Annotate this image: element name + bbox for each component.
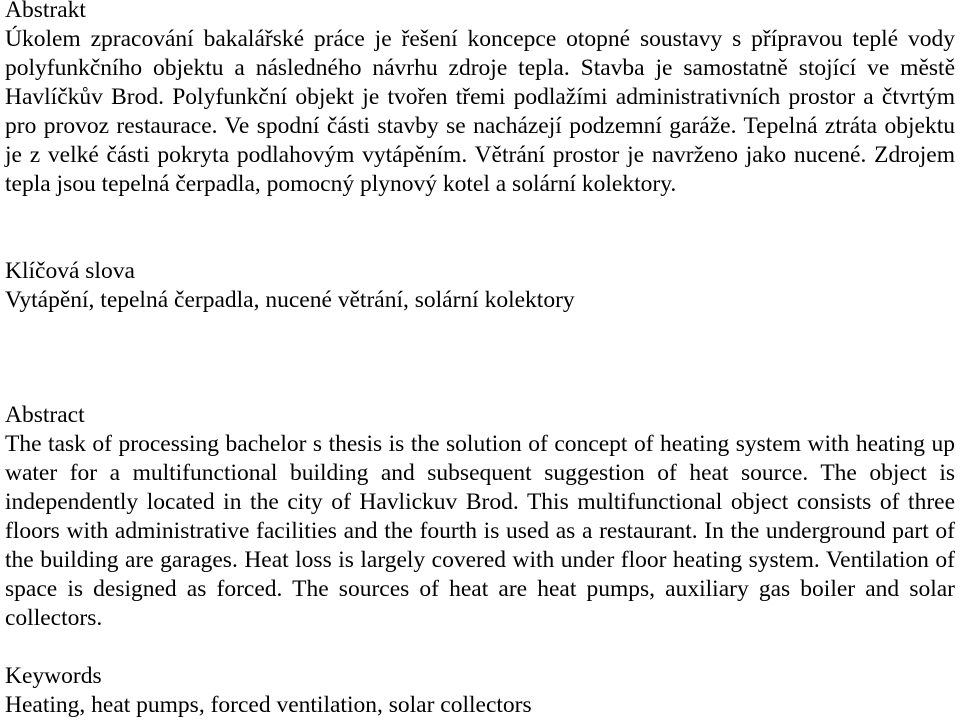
czech-sentence-3: Polyfunkční objekt je tvořen třemi podlažími administrativních prostor a čtvrtým pro provoz restaurace. <box>5 84 956 139</box>
czech-sentence-5: Tepelná ztráta objektu je z velké části pokryta podlahovým vytápěním. <box>5 113 956 168</box>
czech-keywords-section <box>5 257 955 315</box>
english-abstract-heading: Abstract <box>5 402 85 428</box>
czech-keywords-heading: Klíčová slova <box>5 258 135 284</box>
english-abstract-text <box>5 430 955 633</box>
english-keywords-text: Heating, heat pumps, forced ventilation, solar collectors <box>5 692 532 718</box>
czech-sentence-6: Větrání prostor je navrženo jako nucené. <box>474 142 867 168</box>
english-sentence-5: Heat loss is largely covered with under floor heating system. <box>244 547 820 573</box>
czech-sentence-4: Ve spodní části stavby se nacházejí podzemní garáže. <box>224 113 737 139</box>
english-sentence-3: This multifunctional object consists of three floors with administrative facilities and the fourth is used as a restaurant. <box>5 489 956 544</box>
czech-keywords-text: Vytápění, tepelná čerpadla, nucené větrání, solární kolektory <box>5 287 575 313</box>
english-sentence-1: The task of processing bachelor s thesis is the solution of concept of heating system with heating up water for a multifunctional building and subsequent suggestion of heat source. <box>5 431 955 486</box>
czech-sentence-1: Úkolem zpracování bakalářské práce je řešení koncepce otopné soustavy s přípravou teplé vody polyfunkčního objektu a následného návrhu zdroje tepla. <box>5 26 955 81</box>
english-keywords-section <box>5 662 955 720</box>
english-abstract-section <box>5 401 955 633</box>
english-keywords-heading: Keywords <box>5 663 102 689</box>
czech-sentence-2: Stavba je samostatně stojící ve městě Havlíčkův Brod. <box>5 55 955 110</box>
czech-abstract-section <box>5 0 955 199</box>
czech-sentence-7: Zdrojem tepla jsou tepelná čerpadla, pomocný plynový kotel a solární kolektory. <box>5 142 956 197</box>
english-sentence-4: In the underground part of the building are garages. <box>5 518 956 573</box>
english-sentence-2: The object is independently located in the city of Havlickuv Brod. <box>5 460 955 515</box>
czech-abstract-text <box>5 25 955 199</box>
english-sentence-7: The sources of heat are heat pumps, auxiliary gas boiler and solar collectors. <box>5 576 955 631</box>
czech-abstract-heading: Abstrakt <box>5 0 86 23</box>
english-sentence-6: Ventilation of space is designed as forced. <box>5 547 955 602</box>
